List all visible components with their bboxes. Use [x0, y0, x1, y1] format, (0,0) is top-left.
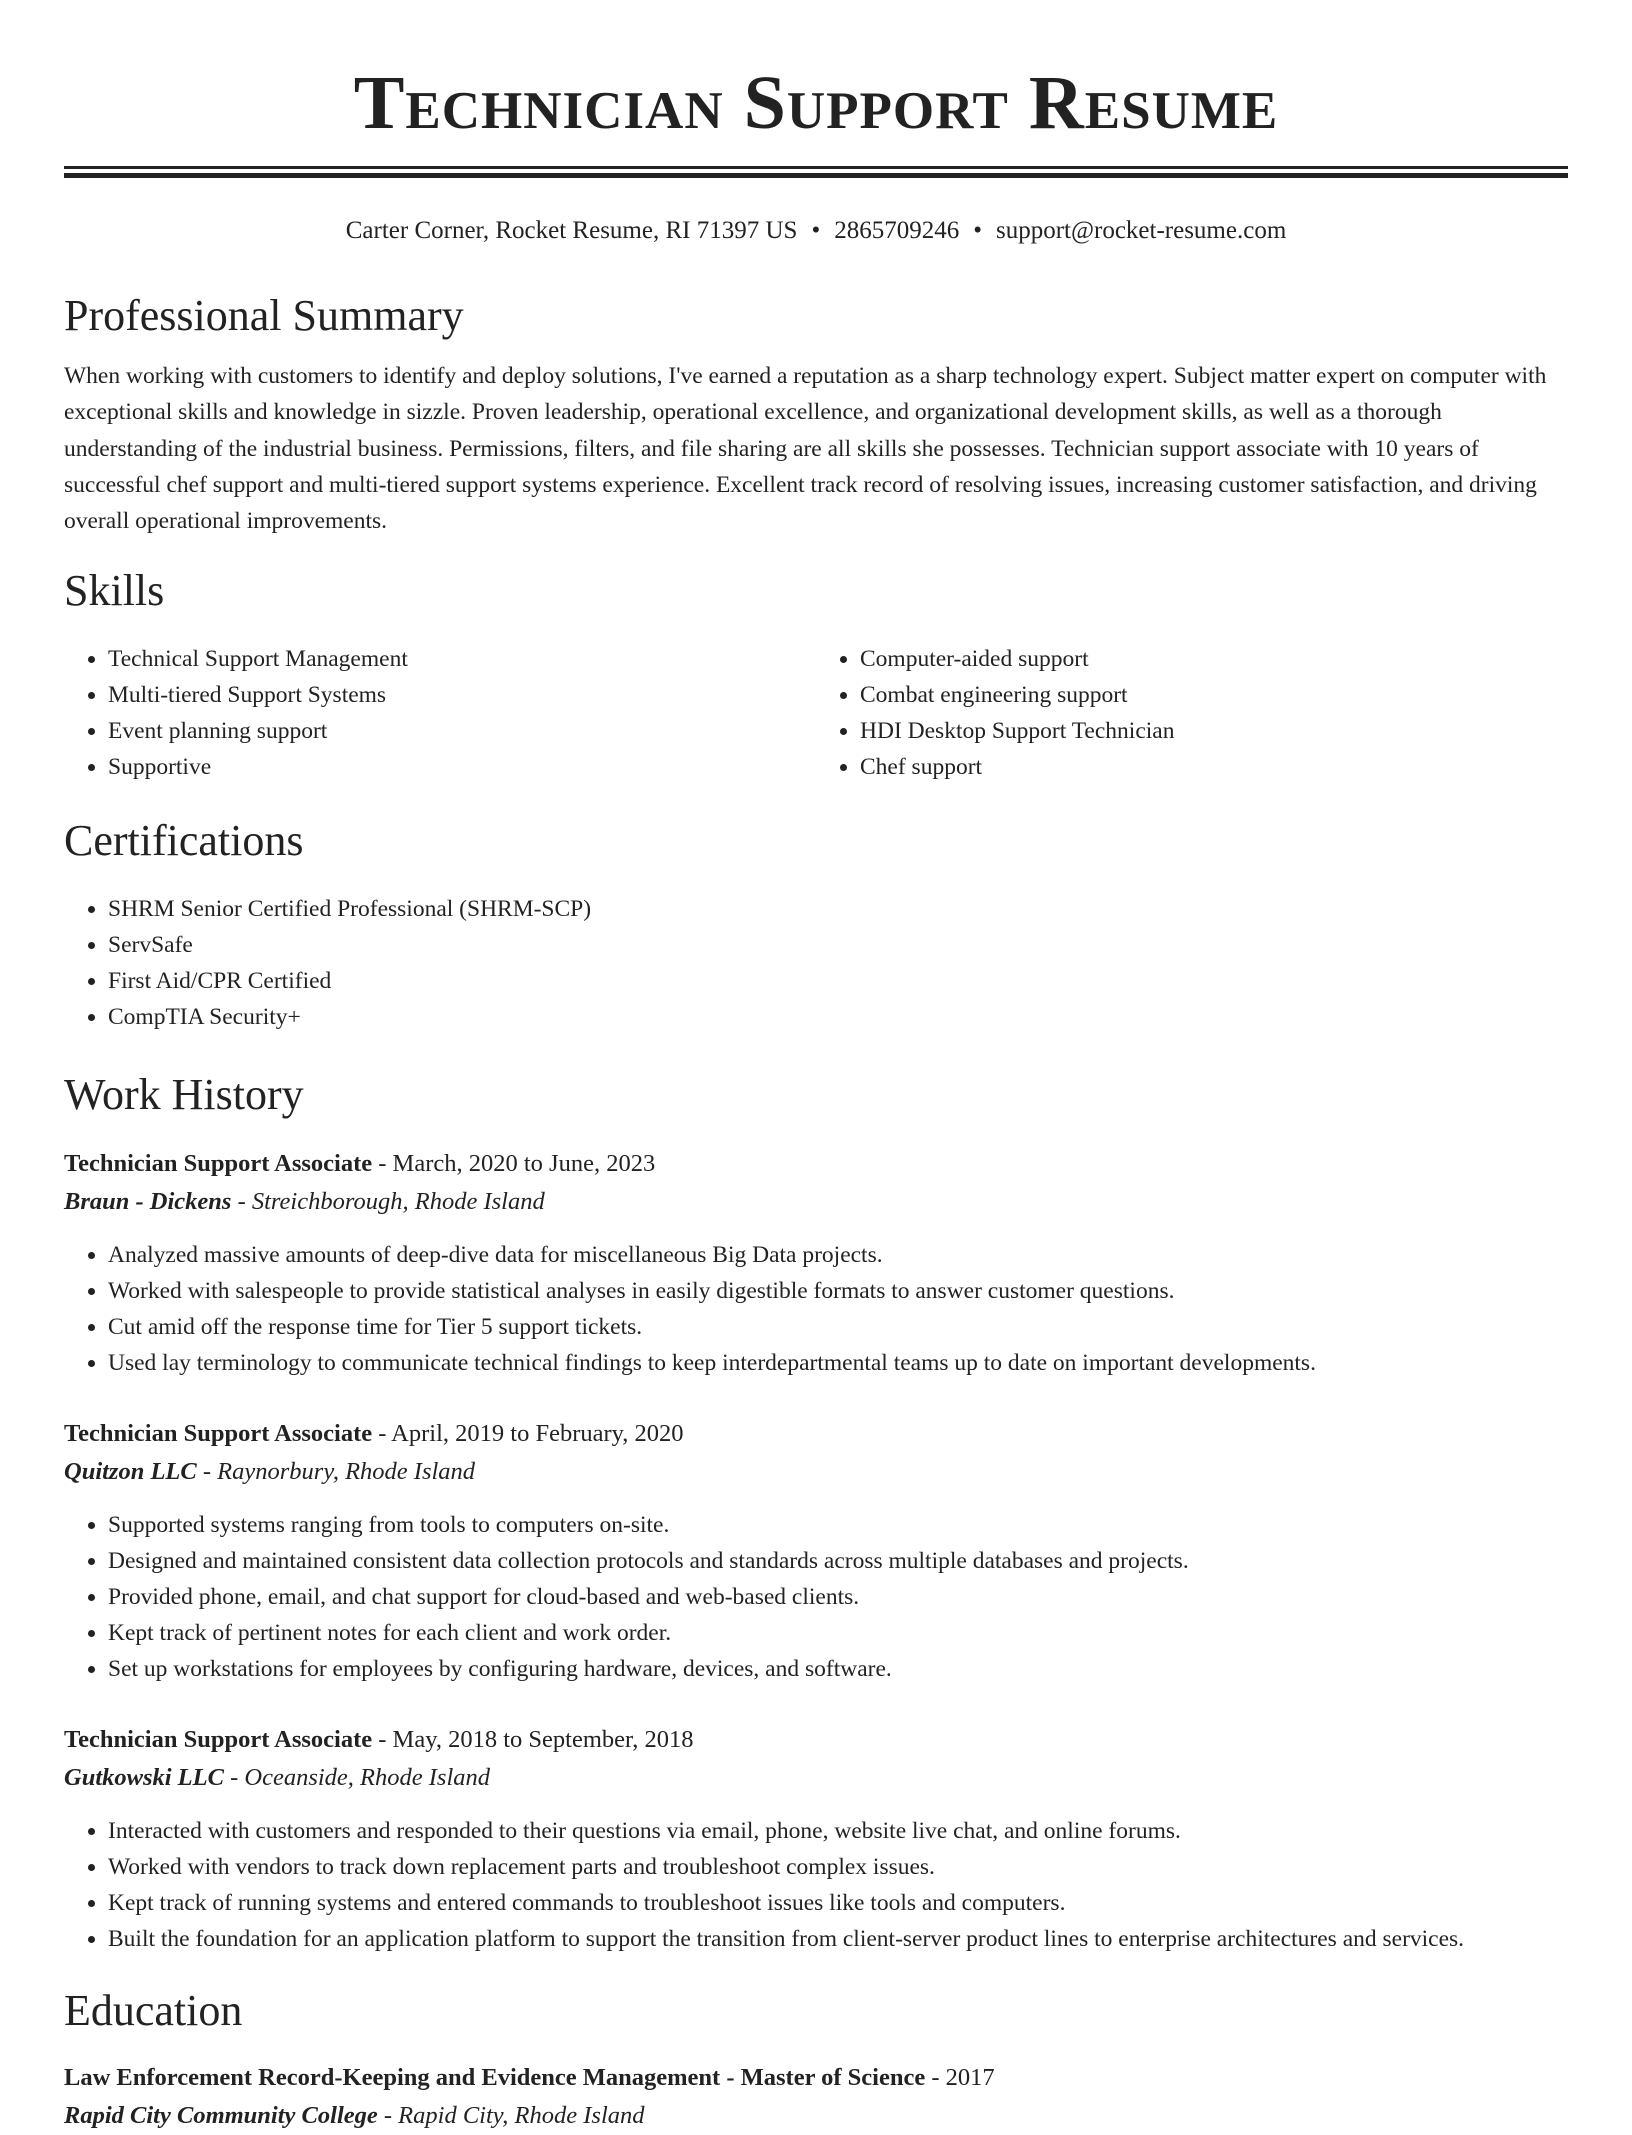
job-title: Technician Support Associate	[64, 1726, 373, 1754]
job-bullet: • Provided phone, email, and chat support for cloud-based and web-based clients.	[108, 1579, 1568, 1615]
job-bullets	[64, 1507, 1568, 1687]
skill-item: • HDI Desktop Support Technician	[860, 713, 1568, 749]
job-entry	[64, 1145, 1568, 1381]
certification-item: • SHRM Senior Certified Professional (SHRM-SCP)	[108, 891, 1568, 927]
skill-item: • Computer-aided support	[860, 641, 1568, 677]
contact-separator: •	[973, 217, 982, 244]
job-location: - Oceanside, Rhode Island	[223, 1764, 490, 1792]
job-bullet: • Interacted with customers and responded to their questions via email, phone, website live chat, and online forums.	[108, 1813, 1568, 1849]
education-school-line	[64, 2097, 1568, 2135]
job-bullet: • Worked with vendors to track down replacement parts and troubleshoot complex issues.	[108, 1849, 1568, 1885]
job-entry	[64, 1721, 1568, 1957]
skills-column-left	[64, 641, 816, 785]
contact-separator: •	[811, 217, 821, 244]
job-dates: - March, 2020 to June, 2023	[372, 1150, 656, 1178]
skills-list	[64, 641, 1568, 785]
skill-item: • Multi-tiered Support Systems	[108, 677, 816, 713]
job-bullets	[64, 1237, 1568, 1381]
certification-item: • CompTIA Security+	[108, 999, 1568, 1035]
job-company: Quitzon LLC	[64, 1458, 197, 1486]
education-heading: Education	[64, 1986, 243, 2036]
skill-item: • Technical Support Management	[108, 641, 816, 677]
education-location: - Rapid City, Rhode Island	[377, 2102, 645, 2130]
education-school: Rapid City Community College	[64, 2102, 378, 2130]
certification-item: • ServSafe	[108, 927, 1568, 963]
resume-title: Technician Support Resume	[353, 61, 1279, 145]
skills-heading: Skills	[64, 566, 165, 616]
job-dates: - May, 2018 to September, 2018	[372, 1726, 694, 1754]
education-entry	[64, 2059, 1568, 2135]
job-bullet: • Kept track of pertinent notes for each client and work order.	[108, 1615, 1568, 1651]
skill-item: • Chef support	[860, 749, 1568, 785]
contact-line	[64, 214, 1568, 248]
job-company-line	[64, 1759, 1568, 1797]
job-bullet: • Set up workstations for employees by configuring hardware, devices, and software.	[108, 1651, 1568, 1687]
certifications-list	[64, 891, 1568, 1035]
work-history-heading: Work History	[64, 1070, 304, 1120]
skill-item: • Combat engineering support	[860, 677, 1568, 713]
job-company: Braun - Dickens	[64, 1188, 232, 1216]
education-year: - 2017	[925, 2064, 995, 2092]
skill-item: • Event planning support	[108, 713, 816, 749]
job-location: - Streichborough, Rhode Island	[231, 1188, 545, 1216]
job-bullet: • Cut amid off the response time for Tier 5 support tickets.	[108, 1309, 1568, 1345]
job-dates: - April, 2019 to February, 2020	[372, 1420, 684, 1448]
job-title: Technician Support Associate	[64, 1420, 373, 1448]
job-title-line	[64, 1415, 1568, 1453]
job-bullet: • Used lay terminology to communicate technical findings to keep interdepartmental teams up to date on important developments.	[108, 1345, 1568, 1381]
job-company: Gutkowski LLC	[64, 1764, 224, 1792]
job-company-line	[64, 1453, 1568, 1491]
contact-phone: 2865709246	[834, 217, 960, 244]
education-degree: Law Enforcement Record-Keeping and Evidence Management - Master of Science	[64, 2064, 926, 2092]
skill-item: • Supportive	[108, 749, 816, 785]
job-bullet: • Kept track of running systems and entered commands to troubleshoot issues like tools and computers.	[108, 1885, 1568, 1921]
job-company-line	[64, 1183, 1568, 1221]
job-location: - Raynorbury, Rhode Island	[196, 1458, 476, 1486]
job-title-line	[64, 1721, 1568, 1759]
certifications-heading: Certifications	[64, 816, 304, 866]
skills-column-right	[816, 641, 1568, 785]
job-bullets	[64, 1813, 1568, 1957]
job-bullet: • Worked with salespeople to provide statistical analyses in easily digestible formats to answer customer questions.	[108, 1273, 1568, 1309]
job-bullet: • Built the foundation for an application platform to support the transition from client-server product lines to enterprise architectures and services.	[108, 1921, 1568, 1957]
resume-page	[64, 0, 1568, 2135]
job-title-line	[64, 1145, 1568, 1183]
job-bullet: • Analyzed massive amounts of deep-dive data for miscellaneous Big Data projects.	[108, 1237, 1568, 1273]
job-bullet: • Designed and maintained consistent data collection protocols and standards across multiple databases and projects.	[108, 1543, 1568, 1579]
contact-email: support@rocket-resume.com	[995, 217, 1287, 244]
summary-heading: Professional Summary	[64, 291, 464, 340]
job-title: Technician Support Associate	[64, 1150, 373, 1178]
title-divider	[64, 166, 1568, 178]
summary-text: When working with customers to identify and deploy solutions, I've earned a reputation as a sharp technology expert. Subject matter expert on computer with exceptional skills and knowledge in sizzle. Proven leadership, operational excellence, and organizational development skills, as well as a thorough understanding of the industrial business. Permissions, filters, and file sharing are all skills she possesses. Technician support associate with 10 years of successful chef support and multi-tiered support systems experience. Excellent track record of resolving issues, increasing customer satisfaction, and driving overall operational improvements.	[64, 363, 1547, 535]
job-entry	[64, 1415, 1568, 1687]
contact-address: Carter Corner, Rocket Resume, RI 71397 US	[345, 217, 798, 244]
job-bullet: • Supported systems ranging from tools to computers on-site.	[108, 1507, 1568, 1543]
education-degree-line	[64, 2059, 1568, 2097]
certification-item: • First Aid/CPR Certified	[108, 963, 1568, 999]
